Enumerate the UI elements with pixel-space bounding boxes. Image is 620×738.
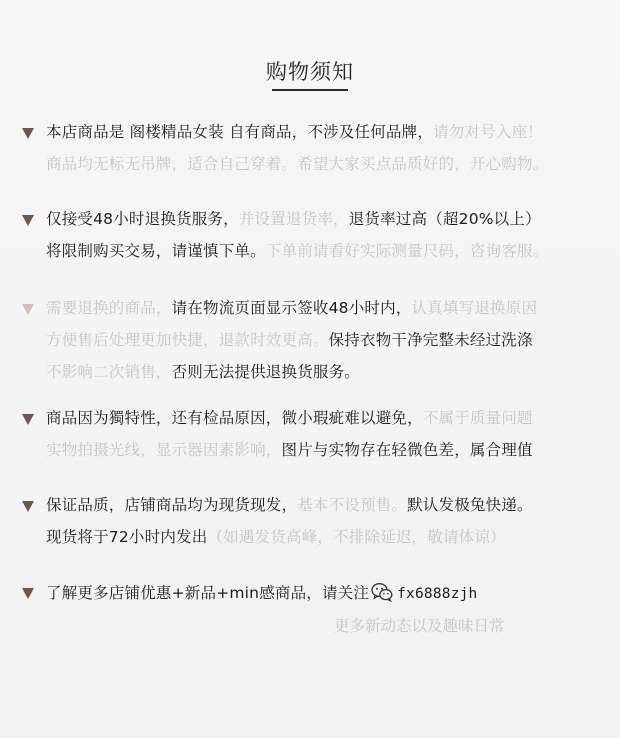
notice-text-faded: 商品均无标无吊牌，适合自己穿着。希望大家买点品质好的，开心购物。 bbox=[46, 155, 549, 173]
notice-line bbox=[46, 209, 541, 229]
notice-text: 请在物流页面显示签收48小时内， bbox=[171, 299, 412, 317]
follow-line bbox=[46, 582, 477, 604]
notice-text-faded: 基本不设预售。 bbox=[297, 496, 408, 514]
page-title: 购物须知 bbox=[266, 60, 354, 84]
notice-text: 商品因为獨特性，还有检品原因，微小瑕疵难以避免， bbox=[46, 409, 423, 427]
notice-line bbox=[46, 362, 360, 382]
notice-line bbox=[46, 122, 543, 142]
wechat-icon bbox=[371, 582, 393, 602]
notice-text: 默认发极兔快递。 bbox=[407, 496, 533, 514]
triangle-marker-icon bbox=[22, 414, 34, 425]
notice-line bbox=[46, 298, 537, 318]
notice-text-faded: 不属于质量问题 bbox=[422, 409, 533, 427]
notice-line bbox=[46, 408, 533, 428]
notice-line bbox=[46, 440, 533, 460]
notice-text-faded: 实物拍摄光线，显示器因素影响， bbox=[46, 441, 282, 459]
notice-text: 退货率过高（超20%以上） bbox=[348, 210, 541, 228]
follow-subtext: 更多新动态以及趣味日常 bbox=[334, 617, 505, 635]
notice-text: 现货将于72小时内发出 bbox=[46, 528, 208, 546]
follow-text: 了解更多店铺优惠+新品+min感商品，请关注 bbox=[46, 584, 370, 602]
notice-text-faded: 下单前请看好实际测量尺码，咨询客服。 bbox=[265, 242, 549, 260]
notice-text: 保持衣物干净完整未经过洗涤 bbox=[328, 331, 533, 349]
notice-text: 本店商品是 阁楼精品女装 自有商品，不涉及任何品牌， bbox=[46, 123, 434, 141]
triangle-marker-icon bbox=[22, 304, 34, 315]
triangle-marker-icon bbox=[22, 215, 34, 226]
notice-line bbox=[46, 241, 548, 261]
notice-text-faded: 不影响二次销售， bbox=[46, 363, 172, 381]
notice-line bbox=[46, 154, 548, 174]
notice-text: 保证品质，店铺商品均为现货现发， bbox=[46, 496, 298, 514]
triangle-marker-icon bbox=[22, 501, 34, 512]
notice-text: 仅接受48小时退换货服务， bbox=[46, 210, 239, 228]
notice-text-faded: 方便售后处理更加快捷，退款时效更高。 bbox=[46, 331, 329, 349]
notice-text-faded: 请勿对号入座！ bbox=[433, 123, 543, 141]
notice-text: 图片与实物存在轻微色差，属合理值 bbox=[281, 441, 533, 459]
notice-text: 否则无法提供退换货服务。 bbox=[171, 363, 361, 381]
notice-text-faded: 认真填写退换原因 bbox=[411, 299, 538, 317]
notice-line bbox=[46, 527, 506, 547]
wechat-id[interactable]: fx6888zjh bbox=[397, 586, 478, 602]
notice-text-faded: 需要退换的商品， bbox=[46, 299, 172, 317]
notice-text: 将限制购买交易，请谨慎下单。 bbox=[46, 242, 266, 260]
triangle-marker-icon bbox=[22, 588, 34, 599]
triangle-marker-icon bbox=[22, 128, 34, 139]
notice-text-faded: （如遇发货高峰，不排除延迟，敬请体谅） bbox=[207, 528, 506, 546]
notice-line bbox=[46, 495, 533, 515]
title-underline bbox=[272, 89, 348, 91]
notice-text-faded: 并设置退货率， bbox=[238, 210, 349, 228]
notice-line bbox=[46, 330, 533, 350]
